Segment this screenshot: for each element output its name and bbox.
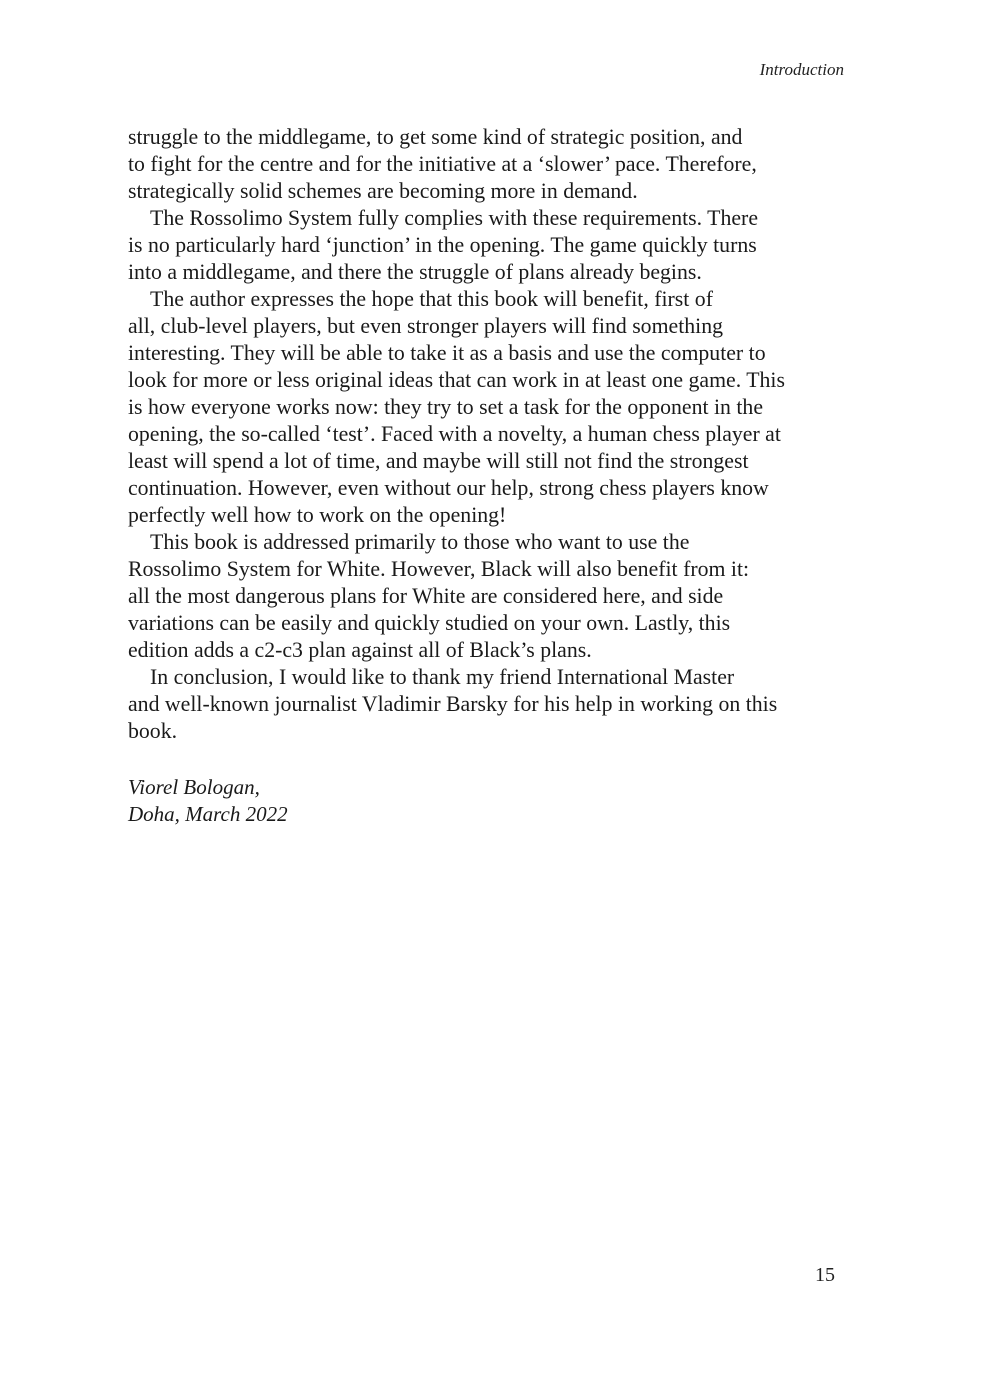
text-line: to fight for the centre and for the initiative at a ‘slower’ pace. Therefore, — [128, 152, 757, 176]
text-line: perfectly well how to work on the opening! — [128, 503, 507, 527]
text-line: strategically solid schemes are becoming more in demand. — [128, 179, 638, 203]
text-line: The author expresses the hope that this book will benefit, first of — [150, 287, 713, 311]
page-number: 15 — [815, 1264, 835, 1286]
text-line: and well-known journalist Vladimir Barsky for his help in working on this — [128, 692, 778, 716]
paragraph — [128, 205, 848, 286]
text-line: In conclusion, I would like to thank my friend International Master — [150, 665, 735, 689]
text-line: This book is addressed primarily to those who want to use the — [150, 530, 690, 554]
text-line: is no particularly hard ‘junction’ in the opening. The game quickly turns — [128, 233, 757, 257]
body-text — [128, 124, 848, 745]
paragraph — [128, 124, 848, 205]
text-line: struggle to the middlegame, to get some kind of strategic position, and — [128, 125, 743, 149]
text-line: all, club-level players, but even stronger players will find something — [128, 314, 724, 338]
text-line: book. — [128, 719, 178, 743]
text-line: into a middlegame, and there the struggle of plans already begins. — [128, 260, 702, 284]
running-header: Introduction — [759, 60, 844, 79]
text-line: is how everyone works now: they try to set a task for the opponent in the — [128, 395, 764, 419]
text-line: variations can be easily and quickly studied on your own. Lastly, this — [128, 611, 731, 635]
author-signature — [128, 774, 288, 828]
place-date: Doha, March 2022 — [128, 802, 288, 826]
text-line: least will spend a lot of time, and maybe will still not find the strongest — [128, 449, 749, 473]
paragraph — [128, 664, 848, 745]
paragraph — [128, 286, 848, 529]
text-line: interesting. They will be able to take it as a basis and use the computer to — [128, 341, 766, 365]
paragraph — [128, 529, 848, 664]
text-line: continuation. However, even without our help, strong chess players know — [128, 476, 769, 500]
text-line: The Rossolimo System fully complies with these requirements. There — [150, 206, 758, 230]
text-line: Rossolimo System for White. However, Black will also benefit from it: — [128, 557, 750, 581]
author-name: Viorel Bologan, — [128, 775, 260, 799]
text-line: look for more or less original ideas that can work in at least one game. This — [128, 368, 785, 392]
text-line: all the most dangerous plans for White are considered here, and side — [128, 584, 724, 608]
text-line: opening, the so-called ‘test’. Faced with a novelty, a human chess player at — [128, 422, 781, 446]
text-line: edition adds a c2-c3 plan against all of Black’s plans. — [128, 638, 592, 662]
